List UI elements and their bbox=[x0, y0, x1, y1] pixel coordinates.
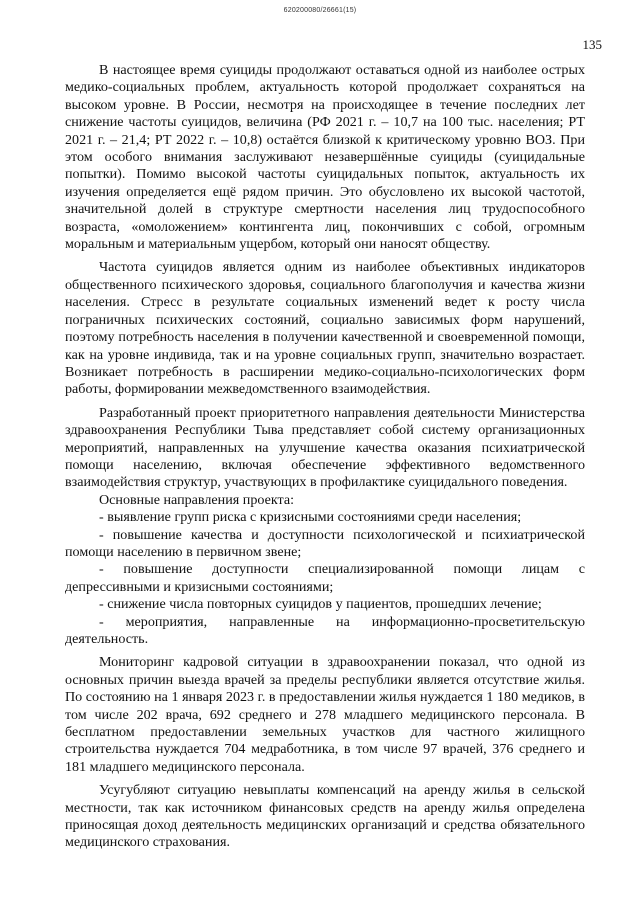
document-body bbox=[65, 62, 585, 852]
paragraph-housing-compensation: Усугубляют ситуацию невыплаты компенсаций на аренду жилья в сельской местности, так как источником финансовых средств на аренду жилья определена приносящая доход деятельность медицинских организаций и средства обязательного медицинского страхования. bbox=[65, 782, 585, 851]
paragraph-staffing-monitoring: Мониторинг кадровой ситуации в здравоохранении показал, что одной из основных причин выезда врачей за пределы республики является отсутствие жилья. По состоянию на 1 января 2023 г. в предоставлении жилья нуждается 1 180 медиков, в том числе 202 врача, 692 среднего и 278 младшего медицинского персонала. В бесплатном предоставлении земельных участков для частного жилищного строительства нуждается 704 медработника, в том числе 97 врачей, 376 среднего и 181 младшего медицинского персонала. bbox=[65, 654, 585, 775]
page-number: 135 bbox=[582, 37, 602, 52]
paragraph-project-description: Разработанный проект приоритетного направления деятельности Министерства здравоохранения Республики Тыва представляет собой систему организационных мероприятий, направленных на улучшение качества оказания психиатрической помощи населению, включая обеспечение эффективного ведомственного взаимодействия структур, участвующих в профилактике суицидального поведения. bbox=[65, 404, 585, 491]
paragraph-suicide-overview: В настоящее время суициды продолжают оставаться одной из наиболее острых медико-социальных проблем, актуальность которой продолжает сохраняться на высоком уровне. В России, несмотря на происходящее в течение последних лет снижение частоты суицидов, величина (РФ 2021 г. – 10,7 на 100 тыс. населения; РТ 2021 г. – 21,4; РТ 2022 г. – 10,8) остаётся близкой к критическому уровню ВОЗ. При этом особого внимания заслуживают незавершённые суициды (суицидальные попытки). Помимо высокой частоты суицидальных попыток, актуальность их изучения определяется ещё рядом причин. Это обусловлено их высокой частотой, значительной долей в структуре смертности населения лиц трудоспособного возраста, «омоложением» контингента лиц, покончивших с собой, огромным моральным и материальным ущербом, который они наносят обществу. bbox=[65, 62, 585, 253]
list-item: - повышение качества и доступности психологической и психиатрической помощи населению в первичном звене; bbox=[65, 526, 585, 560]
list-item: - повышение доступности специализированной помощи лицам с депрессивными и кризисными состояниями; bbox=[65, 561, 585, 595]
list-item: - мероприятия, направленные на информационно-просветительскую деятельность. bbox=[65, 613, 585, 647]
paragraph-suicide-indicator: Частота суицидов является одним из наиболее объективных индикаторов общественного психического здоровья, социального благополучия и качества жизни населения. Стресс в результате социальных изменений ведет к росту числа пограничных психических состояний, социально зависимых форм нарушений, поэтому потребность населения в получении качественной и своевременной помощи, как на уровне индивида, так и на уровне социальных групп, значительно возрастает. Возникает потребность в расширении медико-социально-психологических форм работы, формировании межведомственного взаимодействия. bbox=[65, 259, 585, 398]
list-item: - снижение числа повторных суицидов у пациентов, прошедших лечение; bbox=[99, 596, 542, 613]
project-directions-list bbox=[65, 509, 585, 648]
paragraph-project-directions-heading: Основные направления проекта: bbox=[99, 491, 295, 508]
document-id: 620200080/26661(15) bbox=[283, 7, 357, 14]
list-item: - выявление групп риска с кризисными состояниями среди населения; bbox=[99, 509, 522, 526]
